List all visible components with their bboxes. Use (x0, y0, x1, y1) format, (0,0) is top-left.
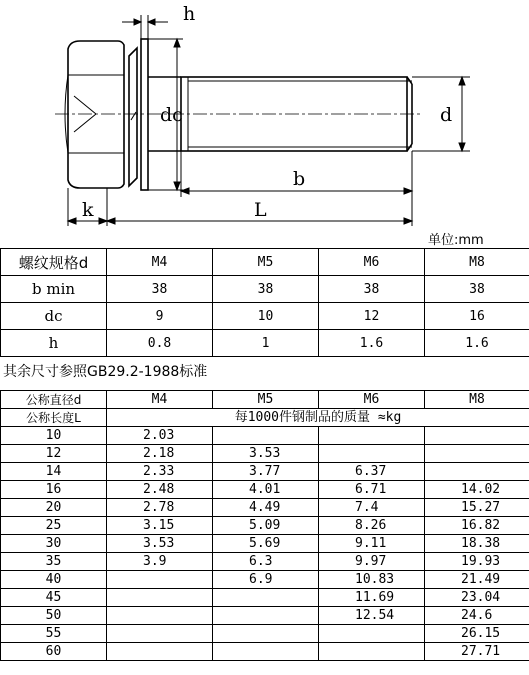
mass-cell: 19.93 (425, 553, 529, 571)
mass-cell: 6.9 (213, 571, 319, 589)
mass-cell (107, 571, 213, 589)
standard-note: 其余尺寸参照GB29.2-1988标准 (3, 364, 208, 380)
spec-row (1, 276, 529, 303)
mass-cell: 5.69 (213, 535, 319, 553)
table-row (1, 553, 529, 571)
mass-cell (213, 625, 319, 643)
mass-header-diameter-label: 公称直径d (1, 391, 107, 409)
label-k: k (82, 199, 94, 221)
mass-cell: 2.03 (107, 427, 213, 445)
mass-cell: 10.83 (319, 571, 425, 589)
spec-table (0, 248, 529, 357)
spec-cell: 1 (213, 330, 319, 357)
length-cell: 40 (1, 571, 107, 589)
mass-header-size: M8 (425, 391, 529, 409)
spec-header-size: M4 (107, 249, 213, 276)
mass-cell: 18.38 (425, 535, 529, 553)
mass-cell: 3.53 (213, 445, 319, 463)
table-row (1, 481, 529, 499)
spec-cell: 1.6 (319, 330, 425, 357)
table-row (1, 499, 529, 517)
spec-header-label: 螺纹规格d (1, 249, 107, 276)
bolt-drawing (0, 0, 529, 248)
mass-cell: 5.09 (213, 517, 319, 535)
spec-cell: 38 (213, 276, 319, 303)
table-row (1, 589, 529, 607)
mass-cell (319, 445, 425, 463)
spec-cell: 16 (425, 303, 529, 330)
label-h: h (183, 3, 196, 25)
label-d: d (440, 104, 453, 126)
mass-cell: 3.9 (107, 553, 213, 571)
spec-row-label: b min (1, 276, 107, 303)
length-cell: 50 (1, 607, 107, 625)
table-row (1, 625, 529, 643)
mass-cell: 7.4 (319, 499, 425, 517)
label-b: b (293, 168, 306, 190)
spec-row-label: h (1, 330, 107, 357)
table-row (1, 445, 529, 463)
mass-cell: 14.02 (425, 481, 529, 499)
mass-cell: 9.97 (319, 553, 425, 571)
table-row (1, 607, 529, 625)
table-row (1, 517, 529, 535)
mass-cell: 6.3 (213, 553, 319, 571)
mass-cell: 16.82 (425, 517, 529, 535)
spec-cell: 0.8 (107, 330, 213, 357)
mass-cell (107, 625, 213, 643)
label-L: L (254, 199, 267, 221)
length-cell: 14 (1, 463, 107, 481)
mass-cell (425, 445, 529, 463)
mass-cell: 12.54 (319, 607, 425, 625)
length-cell: 30 (1, 535, 107, 553)
mass-cell (213, 607, 319, 625)
length-cell: 25 (1, 517, 107, 535)
mass-header-length-label: 公称长度L (1, 409, 107, 427)
length-cell: 35 (1, 553, 107, 571)
mass-cell (107, 643, 213, 661)
mass-cell: 2.18 (107, 445, 213, 463)
spec-cell: 1.6 (425, 330, 529, 357)
mass-cell (213, 427, 319, 445)
length-cell: 45 (1, 589, 107, 607)
mass-cell: 4.49 (213, 499, 319, 517)
length-cell: 55 (1, 625, 107, 643)
mass-subheader-row (1, 409, 529, 427)
mass-header-size: M5 (213, 391, 319, 409)
table-row (1, 571, 529, 589)
length-cell: 12 (1, 445, 107, 463)
spec-header-size: M6 (319, 249, 425, 276)
spring-washer (129, 48, 137, 186)
mass-cell: 6.37 (319, 463, 425, 481)
spec-cell: 38 (319, 276, 425, 303)
mass-cell: 4.01 (213, 481, 319, 499)
spec-header-row (1, 249, 529, 276)
mass-header-size: M4 (107, 391, 213, 409)
spec-header-size: M8 (425, 249, 529, 276)
mass-cell: 24.6 (425, 607, 529, 625)
table-row (1, 463, 529, 481)
mass-cell (107, 589, 213, 607)
spec-row (1, 330, 529, 357)
mass-cell (319, 625, 425, 643)
mass-table-body (1, 427, 529, 661)
length-cell: 16 (1, 481, 107, 499)
mass-cell (213, 589, 319, 607)
table-row (1, 427, 529, 445)
mass-cell: 8.26 (319, 517, 425, 535)
mass-cell: 3.77 (213, 463, 319, 481)
mass-header-size: M6 (319, 391, 425, 409)
mass-cell (319, 427, 425, 445)
mass-cell: 2.78 (107, 499, 213, 517)
spec-cell: 38 (107, 276, 213, 303)
mass-cell: 11.69 (319, 589, 425, 607)
spec-row-label: dc (1, 303, 107, 330)
mass-cell: 21.49 (425, 571, 529, 589)
mass-cell (319, 643, 425, 661)
mass-cell: 3.53 (107, 535, 213, 553)
length-cell: 10 (1, 427, 107, 445)
spec-row (1, 303, 529, 330)
mass-cell: 3.15 (107, 517, 213, 535)
mass-cell: 6.71 (319, 481, 425, 499)
mass-cell: 27.71 (425, 643, 529, 661)
spec-cell: 10 (213, 303, 319, 330)
unit-label: 单位:mm (428, 233, 484, 248)
mass-cell: 2.48 (107, 481, 213, 499)
table-row (1, 535, 529, 553)
dim-h (122, 15, 168, 39)
length-cell: 60 (1, 643, 107, 661)
flat-washer (141, 39, 148, 190)
mass-cell: 23.04 (425, 589, 529, 607)
mass-cell (425, 427, 529, 445)
mass-cell: 2.33 (107, 463, 213, 481)
spec-cell: 12 (319, 303, 425, 330)
spec-header-size: M5 (213, 249, 319, 276)
mass-cell (213, 643, 319, 661)
length-cell: 20 (1, 499, 107, 517)
spec-cell: 38 (425, 276, 529, 303)
mass-cell (425, 463, 529, 481)
table-row (1, 643, 529, 661)
mass-cell (107, 607, 213, 625)
mass-unit-note: 每1000件钢制品的质量 ≈kg (107, 409, 529, 427)
label-dc: dc (160, 104, 183, 126)
mass-header-row (1, 391, 529, 409)
hex-head (65, 41, 124, 188)
mass-table (0, 390, 529, 661)
mass-cell: 9.11 (319, 535, 425, 553)
mass-cell: 26.15 (425, 625, 529, 643)
mass-cell: 15.27 (425, 499, 529, 517)
spec-cell: 9 (107, 303, 213, 330)
